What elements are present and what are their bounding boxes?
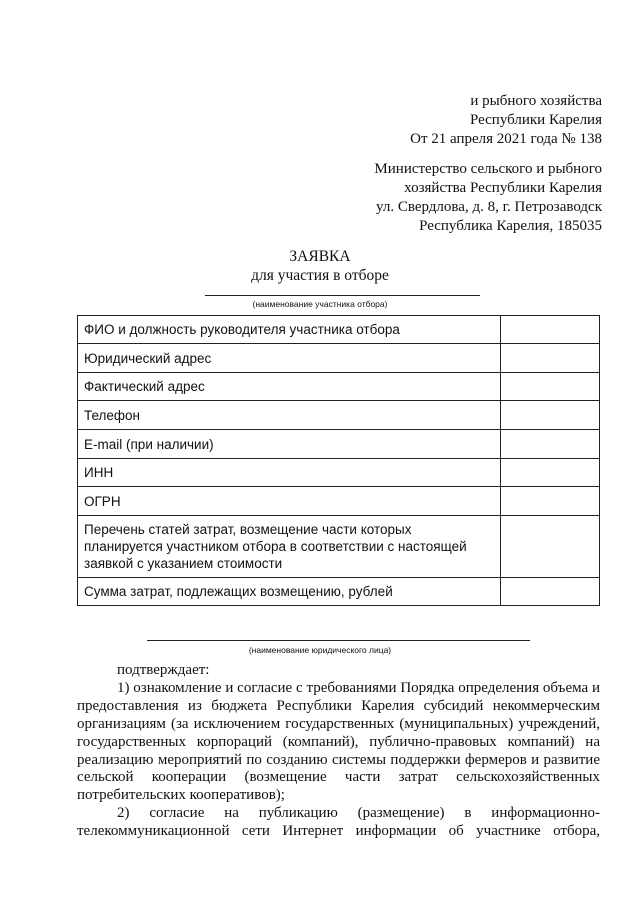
form-row-label: E-mail (при наличии)	[78, 430, 501, 459]
form-row-value[interactable]	[501, 578, 600, 606]
legal-entity-name-caption: (наименование юридического лица)	[248, 645, 392, 655]
form-row	[78, 459, 600, 487]
form-row-value[interactable]	[501, 516, 600, 578]
form-row-label: Юридический адрес	[78, 344, 501, 373]
form-row-value[interactable]	[501, 401, 600, 430]
form-row-value[interactable]	[501, 487, 600, 516]
form-row	[78, 401, 600, 430]
recipient-line: ул. Свердлова, д. 8, г. Петрозаводск	[376, 199, 602, 215]
recipient-line: хозяйства Республики Карелия	[404, 180, 602, 196]
form-row-label: ИНН	[78, 459, 501, 487]
legal-entity-name-line[interactable]	[147, 640, 530, 641]
form-row-label: Фактический адрес	[78, 373, 501, 401]
header-line: Республики Карелия	[469, 112, 602, 128]
confirms-label: подтверждает:	[117, 662, 210, 678]
condition-item-2: 2) согласие на публикацию (размещение) в информационно-телекоммуникационной сети Интернет информации об участнике отбора,	[77, 805, 600, 840]
form-row	[78, 316, 600, 344]
form-row	[78, 344, 600, 373]
form-row-label: Сумма затрат, подлежащих возмещению, рублей	[78, 578, 501, 606]
form-row-value[interactable]	[501, 373, 600, 401]
form-row-label: ОГРН	[78, 487, 501, 516]
form-row-label: ФИО и должность руководителя участника отбора	[78, 316, 501, 344]
application-form-table	[77, 315, 600, 606]
form-row	[78, 430, 600, 459]
confirmation-text	[77, 662, 600, 841]
form-row	[78, 516, 600, 578]
recipient-line: Республика Карелия, 185035	[419, 218, 602, 234]
recipient-address	[374, 160, 602, 236]
document-subtitle: для участия в отборе	[251, 267, 389, 284]
header-line: и рыбного хозяйства	[470, 93, 602, 109]
order-reference-header	[410, 92, 602, 149]
form-row	[78, 373, 600, 401]
form-row-value[interactable]	[501, 459, 600, 487]
recipient-line: Министерство сельского и рыбного	[374, 161, 602, 177]
participant-name-caption: (наименование участника отбора)	[252, 299, 388, 309]
form-row	[78, 578, 600, 606]
document-title-block	[0, 247, 640, 285]
form-row-value[interactable]	[501, 430, 600, 459]
form-row-label: Телефон	[78, 401, 501, 430]
form-row-value[interactable]	[501, 316, 600, 344]
participant-name-line[interactable]	[205, 295, 480, 296]
document-title: ЗАЯВКА	[289, 248, 351, 265]
form-row-label: Перечень статей затрат, возмещение части которых планируется участником отбора в соответствии с настоящей заявкой с указанием стоимости	[78, 516, 501, 578]
form-row-value[interactable]	[501, 344, 600, 373]
condition-item-1: 1) ознакомление и согласие с требованиями Порядка определения объема и предоставления из бюджета Республики Карелия субсидий некоммерческим организациям (за исключением государственных (муниципальных) учреждений, государственных корпораций (компаний), публично-правовых компаний) на реализацию мероприятий по созданию системы поддержки фермеров и развитие сельской кооперации (возмещение части затрат сельскохозяйственных потребительских кооперативов);	[77, 679, 600, 804]
form-row	[78, 487, 600, 516]
header-line: От 21 апреля 2021 года № 138	[410, 131, 602, 147]
